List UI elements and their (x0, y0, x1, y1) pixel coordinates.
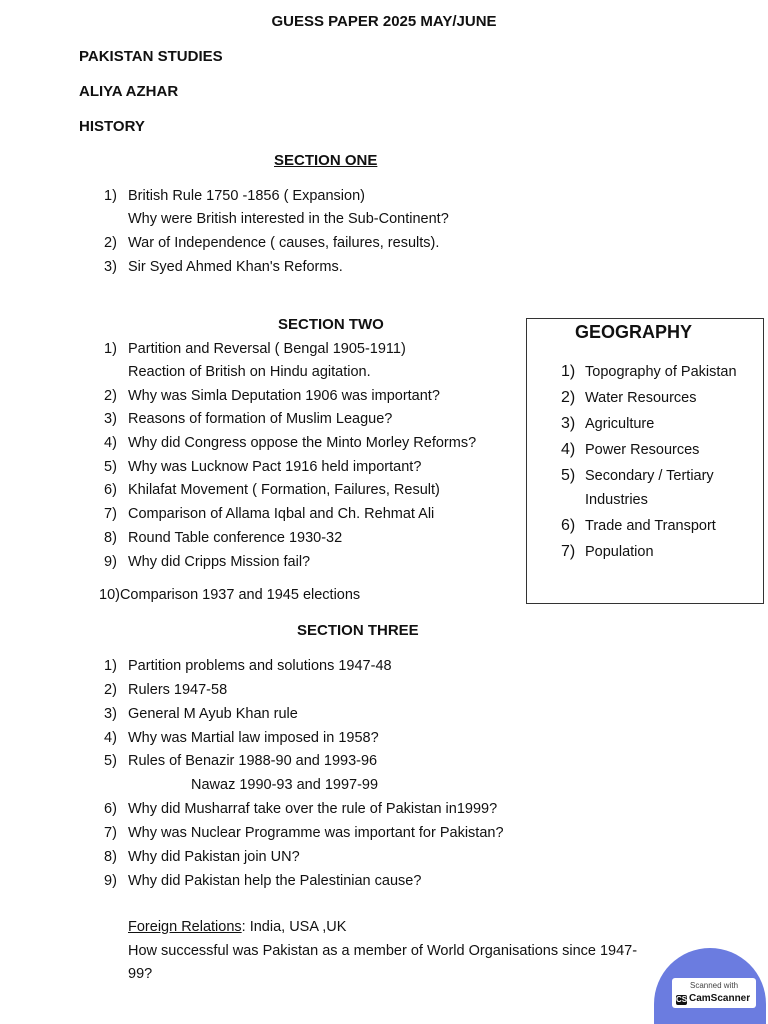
geography-item: 7) Population (561, 543, 654, 560)
list-item: 1) British Rule 1750 -1856 ( Expansion) (104, 188, 365, 204)
foreign-relations-question-cont: 99? (128, 966, 153, 982)
geography-box (526, 318, 764, 604)
geography-item: 5) Secondary / Tertiary (561, 467, 714, 484)
list-item: 1) Partition problems and solutions 1947-48 (104, 658, 392, 674)
camscanner-icon: CS (676, 995, 688, 1004)
list-item: 5) Rules of Benazir 1988-90 and 1993-96 (104, 753, 378, 769)
list-item-continuation: Nawaz 1990-93 and 1997-99 (191, 777, 379, 793)
list-item: 8) Round Table conference 1930-32 (104, 530, 343, 546)
geography-item: 3) Agriculture (561, 415, 655, 432)
list-item-10: 10)Comparison 1937 and 1945 elections (99, 587, 361, 603)
geography-item: 6) Trade and Transport (561, 517, 716, 534)
list-item: 3) Reasons of formation of Muslim League? (104, 411, 393, 427)
geography-item: 1) Topography of Pakistan (561, 363, 737, 380)
geography-item-continuation: Industries (585, 492, 648, 508)
geography-title: GEOGRAPHY (575, 322, 693, 342)
list-item: 1) Partition and Reversal ( Bengal 1905-1911) (104, 341, 406, 357)
geography-item: 4) Power Resources (561, 441, 700, 458)
paper-title: GUESS PAPER 2025 MAY/JUNE (271, 13, 497, 30)
list-item: 3) Sir Syed Ahmed Khan's Reforms. (104, 259, 343, 275)
list-item: 2) Rulers 1947-58 (104, 682, 228, 698)
subject-heading: PAKISTAN STUDIES (79, 48, 223, 65)
section-one-title: SECTION ONE (274, 152, 378, 169)
list-item-continuation: Why were British interested in the Sub-Continent? (128, 211, 449, 227)
list-item: 4) Why was Martial law imposed in 1958? (104, 730, 379, 746)
watermark-brand: CamScanner (689, 993, 751, 1004)
foreign-relations-line (128, 919, 346, 935)
list-item: 5) Why was Lucknow Pact 1916 held important? (104, 459, 422, 475)
list-item: 7) Why was Nuclear Programme was important for Pakistan? (104, 825, 504, 841)
foreign-relations-label: Foreign Relations (128, 919, 242, 935)
watermark-top-text: Scanned with (689, 981, 739, 990)
foreign-relations-question: How successful was Pakistan as a member of World Organisations since 1947- (128, 943, 638, 959)
list-item: 9) Why did Cripps Mission fail? (104, 554, 311, 570)
section-three-title: SECTION THREE (297, 622, 419, 639)
list-item: 3) General M Ayub Khan rule (104, 706, 298, 722)
section-two-title: SECTION TWO (278, 316, 384, 333)
list-item: 8) Why did Pakistan join UN? (104, 849, 300, 865)
author-name: ALIYA AZHAR (79, 83, 179, 100)
list-item: 6) Why did Musharraf take over the rule of Pakistan in1999? (104, 801, 498, 817)
list-item-continuation: Reaction of British on Hindu agitation. (128, 364, 371, 380)
list-item: 2) War of Independence ( causes, failures, results). (104, 235, 440, 251)
watermark-bottom (676, 993, 750, 1005)
list-item: 4) Why did Congress oppose the Minto Morley Reforms? (104, 435, 477, 451)
list-item: 2) Why was Simla Deputation 1906 was important? (104, 388, 440, 404)
foreign-relations-countries: : India, USA ,UK (241, 919, 347, 935)
list-item: 9) Why did Pakistan help the Palestinian cause? (104, 873, 422, 889)
history-heading: HISTORY (79, 118, 145, 135)
list-item: 7) Comparison of Allama Iqbal and Ch. Rehmat Ali (104, 506, 435, 522)
list-item: 6) Khilafat Movement ( Formation, Failures, Result) (104, 482, 440, 498)
geography-item: 2) Water Resources (561, 389, 697, 406)
